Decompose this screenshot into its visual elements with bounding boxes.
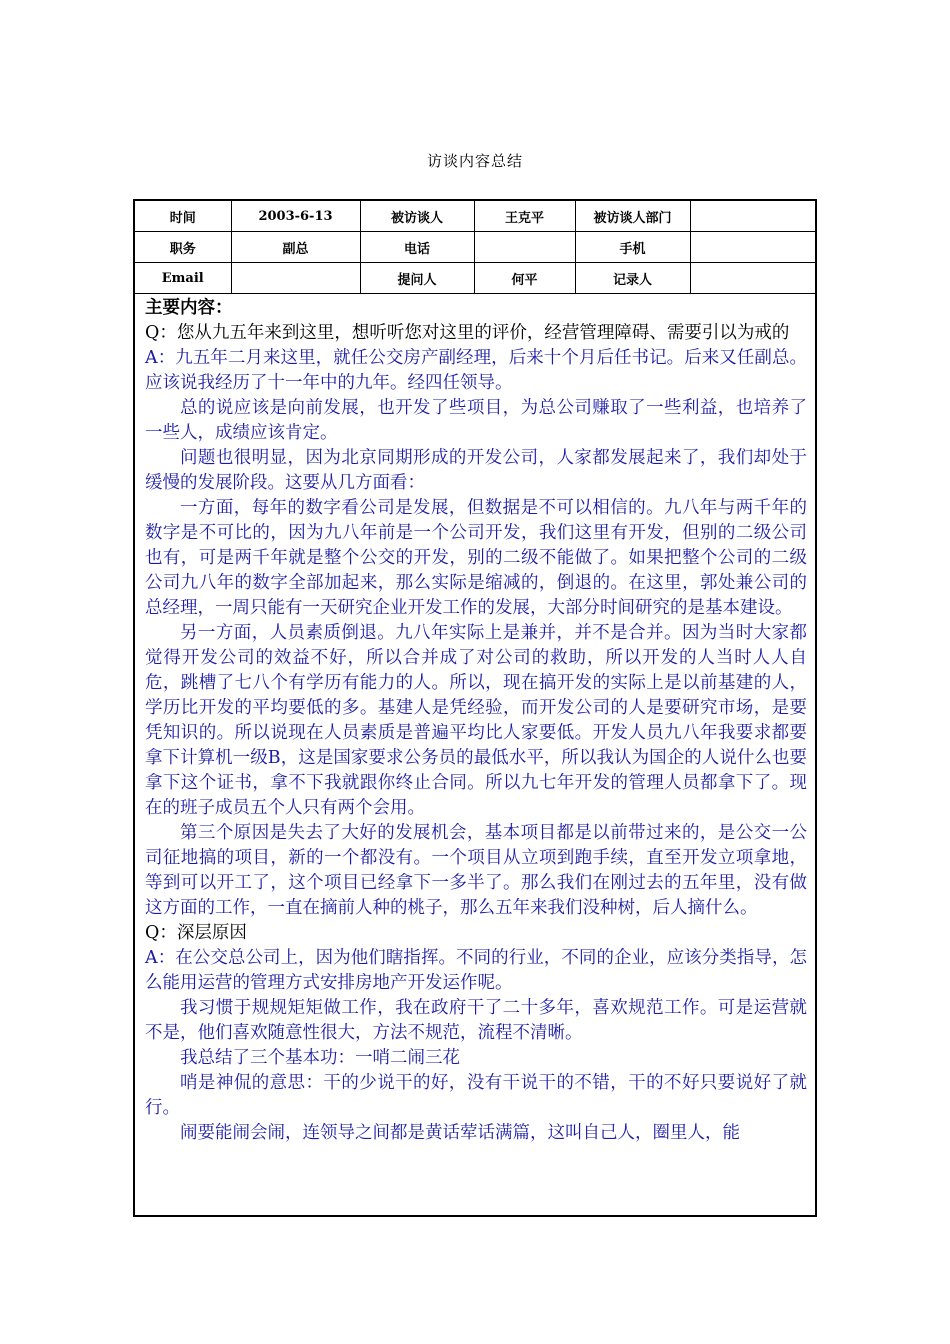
info-row — [135, 263, 817, 294]
answer-paragraph: 我总结了三个基本功：一哨二闹三花 — [180, 1048, 460, 1068]
paragraph-list — [145, 321, 807, 1146]
department-label: 被访谈人部门 — [575, 201, 690, 232]
phone-label: 电话 — [360, 232, 474, 263]
answer-paragraph: A：在公交总公司上，因为他们瞎指挥。不同的行业，不同的企业，应该分类指导，怎么能用运营的管理方式安排房地产开发运作呢。 — [145, 948, 807, 993]
info-row — [135, 201, 817, 232]
interviewee-value: 王克平 — [474, 201, 575, 232]
content-heading: 主要内容： — [145, 298, 233, 318]
phone-value — [474, 232, 575, 263]
page-title: 访谈内容总结 — [426, 152, 523, 170]
question-paragraph: Q：您从九五年来到这里，想听听您对这里的评价，经营管理障碍、需要引以为戒的 — [145, 323, 790, 343]
info-table — [135, 201, 817, 294]
mobile-label: 手机 — [575, 232, 690, 263]
questioner-label: 提问人 — [360, 263, 474, 294]
questioner-value: 何平 — [474, 263, 575, 294]
recorder-label: 记录人 — [575, 263, 690, 294]
time-value: 2003-6-13 — [231, 201, 360, 232]
answer-paragraph: 哨是神侃的意思：干的少说干的好，没有干说干的不错，干的不好只要说好了就行。 — [145, 1073, 807, 1118]
interview-frame — [133, 199, 817, 1217]
position-label: 职务 — [135, 232, 231, 263]
email-value — [231, 263, 360, 294]
position-value: 副总 — [231, 232, 360, 263]
answer-paragraph: 问题也很明显，因为北京同期形成的开发公司，人家都发展起来了，我们却处于缓慢的发展阶段。这要从几方面看： — [145, 448, 807, 493]
recorder-value — [690, 263, 817, 294]
interviewee-label: 被访谈人 — [360, 201, 474, 232]
answer-paragraph: 我习惯于规规矩矩做工作，我在政府干了二十多年，喜欢规范工作。可是运营就不是，他们喜欢随意性很大，方法不规范，流程不清晰。 — [145, 998, 807, 1043]
info-row — [135, 232, 817, 263]
department-value — [690, 201, 817, 232]
main-content — [135, 294, 815, 1146]
time-label: 时间 — [135, 201, 231, 232]
email-label: Email — [135, 263, 231, 294]
answer-paragraph: 闹要能闹会闹，连领导之间都是黄话荤话满篇，这叫自己人，圈里人，能 — [180, 1123, 740, 1143]
answer-paragraph: 第三个原因是失去了大好的发展机会，基本项目都是以前带过来的，是公交一公司征地搞的项目，新的一个都没有。一个项目从立项到跑手续，直至开发立项拿地，等到可以开工了，这个项目已经拿下一多半了。那么我们在刚过去的五年里，没有做这方面的工作，一直在摘前人种的桃子，那么五年来我们没种树，后人摘什么。 — [145, 823, 807, 918]
answer-paragraph: A：九五年二月来这里，就任公交房产副经理，后来十个月后任书记。后来又任副总。应该说我经历了十一年中的九年。经四任领导。 — [145, 348, 807, 393]
answer-paragraph: 一方面，每年的数字看公司是发展，但数据是不可以相信的。九八年与两千年的数字是不可比的，因为九八年前是一个公司开发，我们这里有开发，但别的二级公司也有，可是两千年就是整个公交的开发，别的二级不能做了。如果把整个公司的二级公司九八年的数字全部加起来，那么实际是缩减的，倒退的。在这里，郭处兼公司的总经理，一周只能有一天研究企业开发工作的发展，大部分时间研究的是基本建设。 — [145, 498, 807, 618]
answer-paragraph: 另一方面，人员素质倒退。九八年实际上是兼并，并不是合并。因为当时大家都觉得开发公司的效益不好，所以合并成了对公司的救助，所以开发的人当时人人自危，跳槽了七八个有学历有能力的人。所以，现在搞开发的实际上是以前基建的人，学历比开发的平均要低的多。基建人是凭经验，而开发公司的人是要研究市场，是要凭知识的。所以说现在人员素质是普遍平均比人家要低。开发人员九八年我要求都要拿下计算机一级B，这是国家要求公务员的最低水平，所以我认为国企的人说什么也要拿下这个证书，拿不下我就跟你终止合同。所以九七年开发的管理人员都拿下了。现在的班子成员五个人只有两个会用。 — [145, 623, 807, 818]
answer-paragraph: 总的说应该是向前发展，也开发了些项目，为总公司赚取了一些利益，也培养了一些人，成绩应该肯定。 — [145, 398, 807, 443]
question-paragraph: Q：深层原因 — [145, 923, 247, 943]
mobile-value — [690, 232, 817, 263]
